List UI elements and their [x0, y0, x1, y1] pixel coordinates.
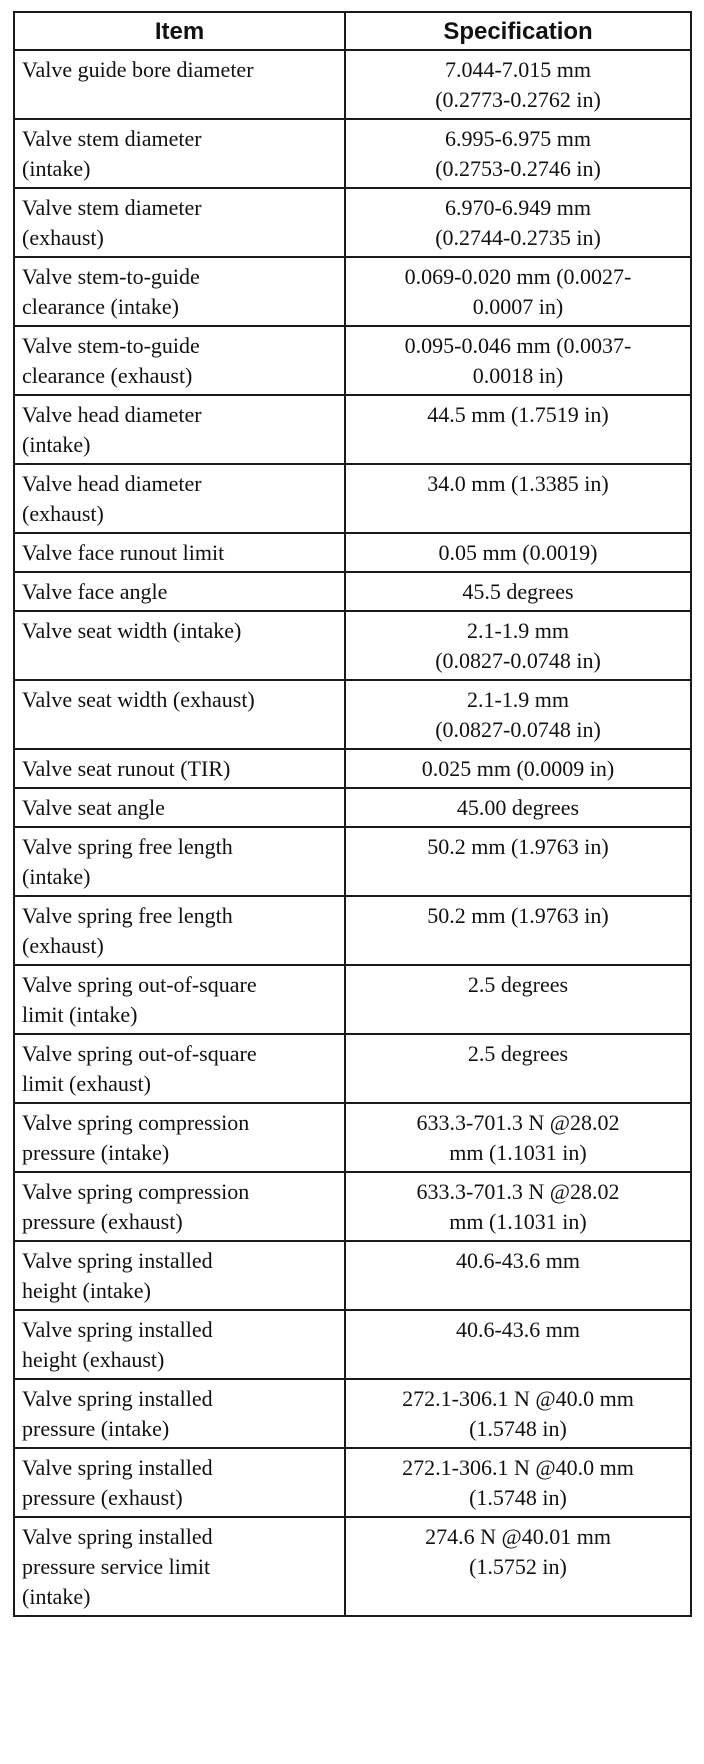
item-text: pressure service limit: [22, 1554, 211, 1579]
specification-text: 633.3-701.3 N @28.02: [416, 1179, 620, 1204]
item-text: (intake): [22, 1584, 91, 1609]
item-cell: [14, 965, 345, 1034]
specification-text: 6.970-6.949 mm: [444, 195, 592, 220]
table-row: [14, 1241, 691, 1310]
specification-cell: [345, 1241, 691, 1310]
specification-cell: [345, 896, 691, 965]
item-text: (exhaust): [22, 225, 104, 250]
specification-text: 45.5 degrees: [462, 579, 574, 604]
specification-cell: [345, 572, 691, 611]
item-text: Valve seat width (exhaust): [22, 687, 255, 712]
item-cell: [14, 1241, 345, 1310]
table-row: [14, 788, 691, 827]
item-cell: [14, 1172, 345, 1241]
table-row: [14, 533, 691, 572]
specification-text: (1.5748 in): [469, 1485, 567, 1510]
table-row: [14, 1103, 691, 1172]
specification-cell: [345, 188, 691, 257]
item-cell: [14, 326, 345, 395]
spec-sheet: [13, 11, 690, 1617]
specification-cell: [345, 119, 691, 188]
item-text: Valve stem diameter: [22, 195, 202, 220]
table-row: [14, 50, 691, 119]
item-text: height (intake): [22, 1278, 151, 1303]
item-text: Valve spring installed: [22, 1455, 213, 1480]
item-text: pressure (intake): [22, 1140, 170, 1165]
item-text: Valve spring compression: [22, 1179, 250, 1204]
specification-cell: [345, 395, 691, 464]
specification-text: 0.095-0.046 mm (0.0037-: [404, 333, 632, 358]
item-cell: [14, 680, 345, 749]
item-text: clearance (exhaust): [22, 363, 193, 388]
item-cell: [14, 119, 345, 188]
item-cell: [14, 1310, 345, 1379]
specification-text: (0.2744-0.2735 in): [435, 225, 601, 250]
specification-text: 0.05 mm (0.0019): [438, 540, 598, 565]
table-row: [14, 965, 691, 1034]
item-text: Valve face angle: [22, 579, 168, 604]
specification-cell: [345, 827, 691, 896]
item-cell: [14, 50, 345, 119]
table-row: [14, 827, 691, 896]
specification-cell: [345, 611, 691, 680]
specification-text: 45.00 degrees: [456, 795, 580, 820]
item-text: (intake): [22, 432, 91, 457]
item-cell: [14, 188, 345, 257]
item-text: Valve spring installed: [22, 1248, 213, 1273]
item-text: Valve stem-to-guide: [22, 333, 200, 358]
specification-text: 274.6 N @40.01 mm: [425, 1524, 611, 1549]
item-text: pressure (intake): [22, 1416, 170, 1441]
specification-text: 2.1-1.9 mm: [466, 687, 570, 712]
item-text: (exhaust): [22, 933, 104, 958]
specification-text: 272.1-306.1 N @40.0 mm: [402, 1455, 634, 1480]
item-cell: [14, 827, 345, 896]
table-row: [14, 464, 691, 533]
table-row: [14, 611, 691, 680]
specification-cell: [345, 1448, 691, 1517]
item-text: Valve spring installed: [22, 1317, 213, 1342]
specification-text: (0.2753-0.2746 in): [435, 156, 601, 181]
specification-text: 40.6-43.6 mm: [455, 1248, 581, 1273]
item-cell: [14, 1103, 345, 1172]
item-text: Valve face runout limit: [22, 540, 225, 565]
item-text: Valve stem-to-guide: [22, 264, 200, 289]
specification-text: 0.0007 in): [472, 294, 564, 319]
item-text: Valve head diameter: [22, 471, 202, 496]
specification-text: mm (1.1031 in): [449, 1209, 587, 1234]
item-cell: [14, 749, 345, 788]
item-text: (intake): [22, 864, 91, 889]
item-text: Valve spring installed: [22, 1386, 213, 1411]
table-row: [14, 572, 691, 611]
item-cell: [14, 572, 345, 611]
specification-cell: [345, 1034, 691, 1103]
table-row: [14, 749, 691, 788]
item-text: Valve spring out-of-square: [22, 972, 257, 997]
item-text: Valve spring free length: [22, 834, 233, 859]
table-row: [14, 188, 691, 257]
table-row: [14, 1034, 691, 1103]
table-row: [14, 119, 691, 188]
item-cell: [14, 533, 345, 572]
specification-text: 6.995-6.975 mm: [444, 126, 592, 151]
item-cell: [14, 1448, 345, 1517]
specification-text: 2.1-1.9 mm: [466, 618, 570, 643]
specification-cell: [345, 533, 691, 572]
table-body: [14, 50, 691, 1616]
item-text: Valve seat width (intake): [22, 618, 242, 643]
table-row: [14, 326, 691, 395]
item-text: Valve seat angle: [22, 795, 165, 820]
table-row: [14, 1448, 691, 1517]
specification-cell: [345, 464, 691, 533]
specification-text: 2.5 degrees: [467, 1041, 569, 1066]
item-text: Valve stem diameter: [22, 126, 202, 151]
table-row: [14, 680, 691, 749]
specification-cell: [345, 965, 691, 1034]
specification-text: 40.6-43.6 mm: [455, 1317, 581, 1342]
item-text: pressure (exhaust): [22, 1485, 183, 1510]
specification-text: 0.069-0.020 mm (0.0027-: [404, 264, 632, 289]
specification-cell: [345, 749, 691, 788]
specification-text: (1.5752 in): [469, 1554, 567, 1579]
specification-cell: [345, 1517, 691, 1616]
item-text: (intake): [22, 156, 91, 181]
item-text: (exhaust): [22, 501, 104, 526]
item-cell: [14, 1517, 345, 1616]
table-row: [14, 395, 691, 464]
specification-text: 633.3-701.3 N @28.02: [416, 1110, 620, 1135]
specification-text: (0.2773-0.2762 in): [435, 87, 601, 112]
item-text: Valve guide bore diameter: [22, 57, 254, 82]
table-row: [14, 1379, 691, 1448]
specification-cell: [345, 1310, 691, 1379]
item-text: Valve spring out-of-square: [22, 1041, 257, 1066]
specification-text: 0.0018 in): [472, 363, 564, 388]
table-row: [14, 1517, 691, 1616]
specification-text: (0.0827-0.0748 in): [435, 717, 601, 742]
specification-cell: [345, 50, 691, 119]
item-text: pressure (exhaust): [22, 1209, 183, 1234]
item-text: clearance (intake): [22, 294, 179, 319]
item-cell: [14, 464, 345, 533]
table-row: [14, 257, 691, 326]
specification-text: 34.0 mm (1.3385 in): [427, 471, 609, 496]
specification-text: 7.044-7.015 mm: [444, 57, 592, 82]
item-cell: [14, 896, 345, 965]
specification-text: 272.1-306.1 N @40.0 mm: [402, 1386, 634, 1411]
item-text: limit (exhaust): [22, 1071, 151, 1096]
item-text: height (exhaust): [22, 1347, 165, 1372]
item-cell: [14, 611, 345, 680]
header-item: Item: [14, 12, 345, 50]
specification-cell: [345, 1379, 691, 1448]
item-text: Valve spring installed: [22, 1524, 213, 1549]
item-text: Valve spring free length: [22, 903, 233, 928]
specification-cell: [345, 1172, 691, 1241]
item-text: Valve spring compression: [22, 1110, 250, 1135]
item-cell: [14, 257, 345, 326]
specification-text: 44.5 mm (1.7519 in): [427, 402, 609, 427]
specification-text: 50.2 mm (1.9763 in): [427, 903, 609, 928]
table-row: [14, 1172, 691, 1241]
item-text: limit (intake): [22, 1002, 138, 1027]
table-row: [14, 1310, 691, 1379]
item-text: Valve head diameter: [22, 402, 202, 427]
specification-text: (0.0827-0.0748 in): [435, 648, 601, 673]
specification-cell: [345, 257, 691, 326]
item-cell: [14, 395, 345, 464]
item-cell: [14, 1034, 345, 1103]
specification-cell: [345, 680, 691, 749]
specification-cell: [345, 788, 691, 827]
item-cell: [14, 1379, 345, 1448]
specification-text: 50.2 mm (1.9763 in): [427, 834, 609, 859]
table-header-row: [14, 12, 691, 50]
specification-text: mm (1.1031 in): [449, 1140, 587, 1165]
item-text: Valve seat runout (TIR): [22, 756, 231, 781]
specification-text: (1.5748 in): [469, 1416, 567, 1441]
item-cell: [14, 788, 345, 827]
header-specification: Specification: [345, 12, 691, 50]
specification-cell: [345, 1103, 691, 1172]
table-row: [14, 896, 691, 965]
specification-cell: [345, 326, 691, 395]
valve-spec-table: [13, 11, 692, 1617]
specification-text: 0.025 mm (0.0009 in): [421, 756, 615, 781]
specification-text: 2.5 degrees: [467, 972, 569, 997]
